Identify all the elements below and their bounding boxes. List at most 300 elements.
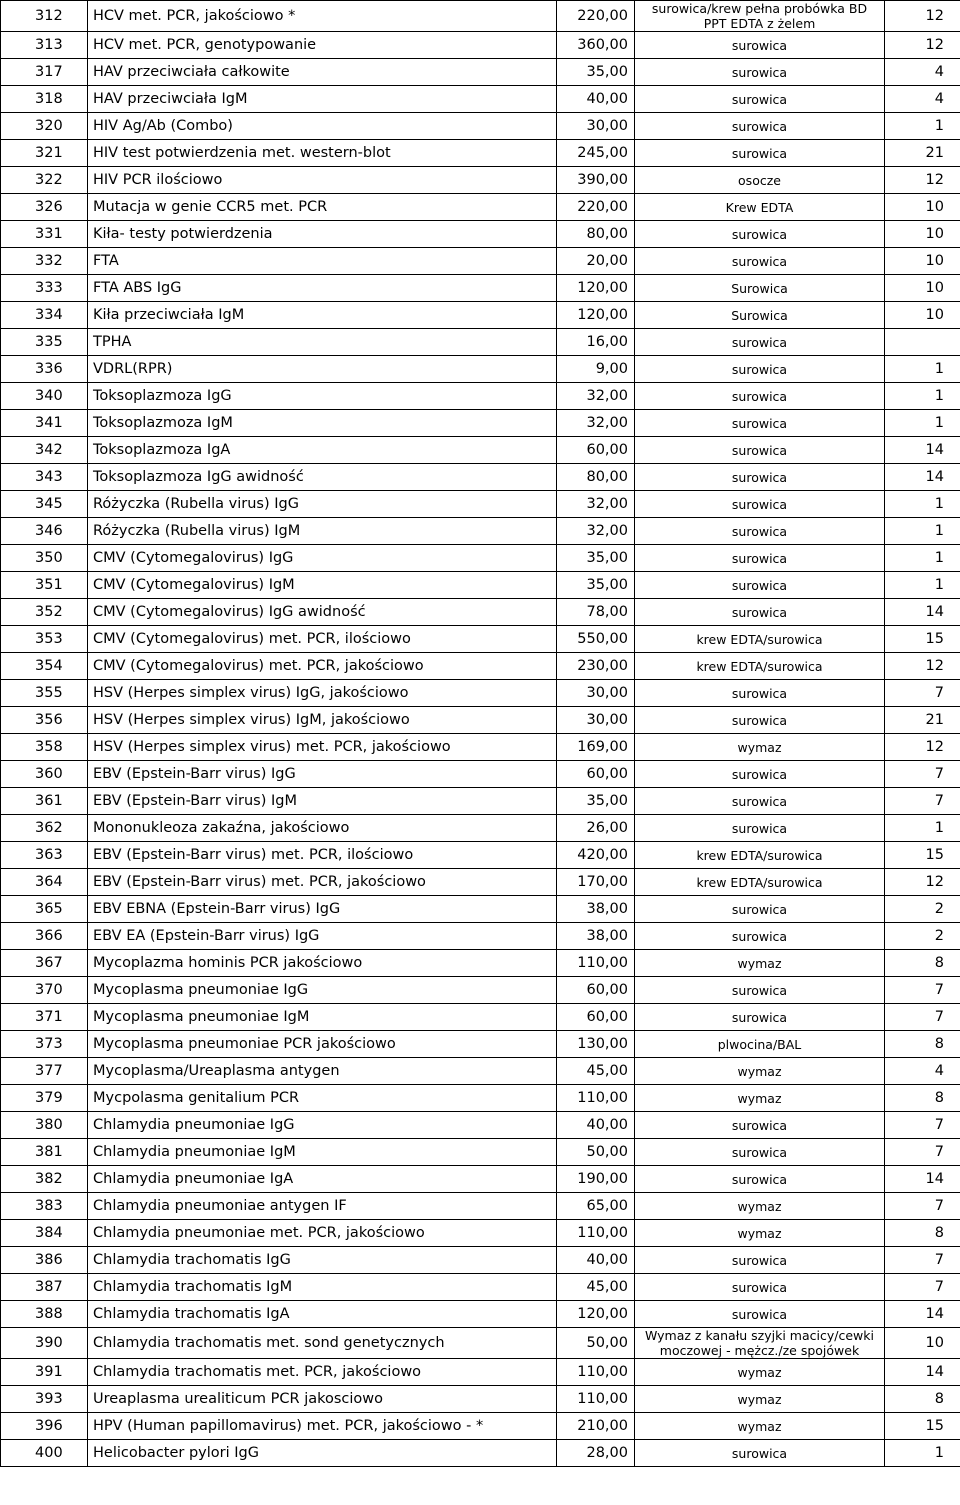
table-row — [1, 1247, 960, 1274]
price-cell: 65,00 — [557, 1193, 635, 1220]
table-row — [1, 923, 960, 950]
price-cell: 78,00 — [557, 599, 635, 626]
test-name-cell: Chlamydia trachomatis IgM — [88, 1274, 557, 1301]
test-name-cell: Różyczka (Rubella virus) IgM — [88, 518, 557, 545]
price-cell: 230,00 — [557, 653, 635, 680]
turnaround-days-cell: 12 — [885, 869, 960, 896]
material-cell: surowica — [635, 599, 885, 626]
test-name-cell: Chlamydia pneumoniae IgG — [88, 1112, 557, 1139]
test-code-cell: 366 — [1, 923, 88, 950]
price-cell: 9,00 — [557, 356, 635, 383]
table-row — [1, 1274, 960, 1301]
test-code-cell: 326 — [1, 194, 88, 221]
test-name-cell: FTA — [88, 248, 557, 275]
test-name-cell: Helicobacter pylori IgG — [88, 1440, 557, 1467]
price-cell: 210,00 — [557, 1413, 635, 1440]
material-cell: surowica — [635, 86, 885, 113]
turnaround-days-cell: 4 — [885, 86, 960, 113]
price-cell: 360,00 — [557, 32, 635, 59]
table-row — [1, 221, 960, 248]
turnaround-days-cell: 12 — [885, 1, 960, 32]
material-cell: surowica — [635, 1247, 885, 1274]
material-cell: surowica — [635, 1112, 885, 1139]
test-code-cell: 341 — [1, 410, 88, 437]
test-name-cell: CMV (Cytomegalovirus) met. PCR, ilościowo — [88, 626, 557, 653]
material-cell: surowica — [635, 977, 885, 1004]
test-name-cell: HAV przeciwciała całkowite — [88, 59, 557, 86]
table-row — [1, 977, 960, 1004]
test-code-cell: 387 — [1, 1274, 88, 1301]
turnaround-days-cell: 14 — [885, 437, 960, 464]
turnaround-days-cell: 14 — [885, 1359, 960, 1386]
price-cell: 38,00 — [557, 896, 635, 923]
test-code-cell: 367 — [1, 950, 88, 977]
test-code-cell: 371 — [1, 1004, 88, 1031]
test-code-cell: 393 — [1, 1386, 88, 1413]
test-code-cell: 335 — [1, 329, 88, 356]
turnaround-days-cell: 7 — [885, 1139, 960, 1166]
price-cell: 190,00 — [557, 1166, 635, 1193]
price-cell: 50,00 — [557, 1328, 635, 1359]
test-name-cell: Kiła przeciwciała IgM — [88, 302, 557, 329]
price-cell: 130,00 — [557, 1031, 635, 1058]
turnaround-days-cell: 7 — [885, 1112, 960, 1139]
table-row — [1, 518, 960, 545]
test-code-cell: 345 — [1, 491, 88, 518]
turnaround-days-cell: 14 — [885, 599, 960, 626]
test-code-cell: 379 — [1, 1085, 88, 1112]
test-name-cell: Toksoplazmoza IgA — [88, 437, 557, 464]
table-row — [1, 59, 960, 86]
price-cell: 390,00 — [557, 167, 635, 194]
table-row — [1, 1440, 960, 1467]
test-name-cell: Chlamydia trachomatis met. sond genetycznych — [88, 1328, 557, 1359]
table-row — [1, 491, 960, 518]
test-code-cell: 373 — [1, 1031, 88, 1058]
material-cell: surowica/krew pełna probówka BD PPT EDTA z żelem — [635, 1, 885, 32]
price-cell: 30,00 — [557, 113, 635, 140]
test-name-cell: HCV met. PCR, jakościowo * — [88, 1, 557, 32]
test-code-cell: 333 — [1, 275, 88, 302]
price-cell: 550,00 — [557, 626, 635, 653]
test-code-cell: 317 — [1, 59, 88, 86]
test-code-cell: 342 — [1, 437, 88, 464]
turnaround-days-cell: 21 — [885, 707, 960, 734]
turnaround-days-cell: 12 — [885, 167, 960, 194]
test-name-cell: Chlamydia trachomatis met. PCR, jakościowo — [88, 1359, 557, 1386]
test-name-cell: Mycoplasma/Ureaplasma antygen — [88, 1058, 557, 1085]
turnaround-days-cell: 8 — [885, 1220, 960, 1247]
table-row — [1, 734, 960, 761]
test-name-cell: HSV (Herpes simplex virus) IgM, jakościowo — [88, 707, 557, 734]
turnaround-days-cell: 1 — [885, 356, 960, 383]
turnaround-days-cell: 1 — [885, 545, 960, 572]
price-cell: 16,00 — [557, 329, 635, 356]
price-cell: 110,00 — [557, 1220, 635, 1247]
table-row — [1, 1112, 960, 1139]
turnaround-days-cell: 7 — [885, 1274, 960, 1301]
material-cell: krew EDTA/surowica — [635, 653, 885, 680]
test-code-cell: 355 — [1, 680, 88, 707]
test-name-cell: Chlamydia pneumoniae IgA — [88, 1166, 557, 1193]
table-row — [1, 599, 960, 626]
table-row — [1, 356, 960, 383]
material-cell: surowica — [635, 491, 885, 518]
table-row — [1, 86, 960, 113]
turnaround-days-cell: 1 — [885, 113, 960, 140]
turnaround-days-cell: 1 — [885, 410, 960, 437]
price-cell: 60,00 — [557, 1004, 635, 1031]
turnaround-days-cell: 1 — [885, 1440, 960, 1467]
turnaround-days-cell: 8 — [885, 1031, 960, 1058]
table-row — [1, 1166, 960, 1193]
test-name-cell: Mycoplazma hominis PCR jakościowo — [88, 950, 557, 977]
material-cell: osocze — [635, 167, 885, 194]
price-cell: 50,00 — [557, 1139, 635, 1166]
turnaround-days-cell: 2 — [885, 923, 960, 950]
material-cell: wymaz — [635, 1386, 885, 1413]
test-name-cell: EBV EA (Epstein-Barr virus) IgG — [88, 923, 557, 950]
material-cell: surowica — [635, 923, 885, 950]
test-code-cell: 383 — [1, 1193, 88, 1220]
material-cell: plwocina/BAL — [635, 1031, 885, 1058]
test-name-cell: Chlamydia trachomatis IgA — [88, 1301, 557, 1328]
material-cell: wymaz — [635, 734, 885, 761]
table-row — [1, 545, 960, 572]
price-cell: 120,00 — [557, 1301, 635, 1328]
turnaround-days-cell: 14 — [885, 1166, 960, 1193]
test-name-cell: HPV (Human papillomavirus) met. PCR, jakościowo - * — [88, 1413, 557, 1440]
test-name-cell: Mycpolasma genitalium PCR — [88, 1085, 557, 1112]
turnaround-days-cell — [885, 329, 960, 356]
test-name-cell: HCV met. PCR, genotypowanie — [88, 32, 557, 59]
material-cell: surowica — [635, 1004, 885, 1031]
price-cell: 32,00 — [557, 518, 635, 545]
material-cell: surowica — [635, 248, 885, 275]
test-code-cell: 352 — [1, 599, 88, 626]
test-name-cell: Toksoplazmoza IgG — [88, 383, 557, 410]
price-cell: 80,00 — [557, 464, 635, 491]
price-cell: 45,00 — [557, 1058, 635, 1085]
material-cell: surowica — [635, 1274, 885, 1301]
price-cell: 30,00 — [557, 680, 635, 707]
table-row — [1, 383, 960, 410]
table-row — [1, 1220, 960, 1247]
material-cell: surowica — [635, 1301, 885, 1328]
turnaround-days-cell: 1 — [885, 491, 960, 518]
test-code-cell: 322 — [1, 167, 88, 194]
test-code-cell: 350 — [1, 545, 88, 572]
test-name-cell: Mycoplasma pneumoniae IgG — [88, 977, 557, 1004]
price-cell: 35,00 — [557, 545, 635, 572]
table-row — [1, 761, 960, 788]
test-code-cell: 346 — [1, 518, 88, 545]
turnaround-days-cell: 12 — [885, 653, 960, 680]
turnaround-days-cell: 1 — [885, 518, 960, 545]
table-row — [1, 248, 960, 275]
price-cell: 110,00 — [557, 950, 635, 977]
price-cell: 45,00 — [557, 1274, 635, 1301]
material-cell: Surowica — [635, 302, 885, 329]
table-row — [1, 113, 960, 140]
test-code-cell: 365 — [1, 896, 88, 923]
test-code-cell: 343 — [1, 464, 88, 491]
test-name-cell: FTA ABS IgG — [88, 275, 557, 302]
price-list-body — [1, 1, 960, 1467]
price-cell: 60,00 — [557, 977, 635, 1004]
test-name-cell: HIV test potwierdzenia met. western-blot — [88, 140, 557, 167]
test-code-cell: 312 — [1, 1, 88, 32]
test-code-cell: 360 — [1, 761, 88, 788]
test-code-cell: 391 — [1, 1359, 88, 1386]
test-name-cell: Toksoplazmoza IgG awidność — [88, 464, 557, 491]
table-row — [1, 869, 960, 896]
test-name-cell: HSV (Herpes simplex virus) met. PCR, jakościowo — [88, 734, 557, 761]
test-name-cell: HAV przeciwciała IgM — [88, 86, 557, 113]
test-code-cell: 351 — [1, 572, 88, 599]
table-row — [1, 842, 960, 869]
table-row — [1, 32, 960, 59]
test-code-cell: 353 — [1, 626, 88, 653]
material-cell: surowica — [635, 572, 885, 599]
turnaround-days-cell: 10 — [885, 221, 960, 248]
material-cell: surowica — [635, 464, 885, 491]
price-cell: 40,00 — [557, 1247, 635, 1274]
material-cell: krew EDTA/surowica — [635, 869, 885, 896]
turnaround-days-cell: 8 — [885, 950, 960, 977]
turnaround-days-cell: 14 — [885, 464, 960, 491]
test-name-cell: EBV (Epstein-Barr virus) met. PCR, ilościowo — [88, 842, 557, 869]
table-row — [1, 626, 960, 653]
material-cell: krew EDTA/surowica — [635, 626, 885, 653]
test-code-cell: 321 — [1, 140, 88, 167]
table-row — [1, 788, 960, 815]
turnaround-days-cell: 1 — [885, 572, 960, 599]
turnaround-days-cell: 15 — [885, 1413, 960, 1440]
table-row — [1, 1359, 960, 1386]
test-name-cell: Mycoplasma pneumoniae PCR jakościowo — [88, 1031, 557, 1058]
test-name-cell: EBV (Epstein-Barr virus) IgM — [88, 788, 557, 815]
material-cell: surowica — [635, 140, 885, 167]
test-code-cell: 400 — [1, 1440, 88, 1467]
price-cell: 170,00 — [557, 869, 635, 896]
test-code-cell: 396 — [1, 1413, 88, 1440]
test-name-cell: Mutacja w genie CCR5 met. PCR — [88, 194, 557, 221]
turnaround-days-cell: 15 — [885, 626, 960, 653]
table-row — [1, 302, 960, 329]
material-cell: surowica — [635, 1440, 885, 1467]
turnaround-days-cell: 10 — [885, 1328, 960, 1359]
turnaround-days-cell: 2 — [885, 896, 960, 923]
table-row — [1, 707, 960, 734]
turnaround-days-cell: 7 — [885, 788, 960, 815]
turnaround-days-cell: 7 — [885, 761, 960, 788]
price-cell: 38,00 — [557, 923, 635, 950]
test-code-cell: 363 — [1, 842, 88, 869]
material-cell: surowica — [635, 896, 885, 923]
material-cell: surowica — [635, 707, 885, 734]
price-cell: 60,00 — [557, 437, 635, 464]
table-row — [1, 653, 960, 680]
test-name-cell: HIV Ag/Ab (Combo) — [88, 113, 557, 140]
price-cell: 60,00 — [557, 761, 635, 788]
price-cell: 169,00 — [557, 734, 635, 761]
price-cell: 32,00 — [557, 410, 635, 437]
test-code-cell: 332 — [1, 248, 88, 275]
material-cell: surowica — [635, 329, 885, 356]
material-cell: surowica — [635, 437, 885, 464]
turnaround-days-cell: 1 — [885, 383, 960, 410]
table-row — [1, 1386, 960, 1413]
turnaround-days-cell: 10 — [885, 194, 960, 221]
test-code-cell: 318 — [1, 86, 88, 113]
price-cell: 220,00 — [557, 1, 635, 32]
material-cell: surowica — [635, 356, 885, 383]
test-name-cell: Chlamydia pneumoniae antygen IF — [88, 1193, 557, 1220]
test-code-cell: 356 — [1, 707, 88, 734]
table-row — [1, 410, 960, 437]
turnaround-days-cell: 12 — [885, 734, 960, 761]
test-name-cell: CMV (Cytomegalovirus) met. PCR, jakościowo — [88, 653, 557, 680]
test-code-cell: 386 — [1, 1247, 88, 1274]
table-row — [1, 464, 960, 491]
test-name-cell: HSV (Herpes simplex virus) IgG, jakościowo — [88, 680, 557, 707]
material-cell: Krew EDTA — [635, 194, 885, 221]
material-cell: wymaz — [635, 1359, 885, 1386]
turnaround-days-cell: 10 — [885, 248, 960, 275]
turnaround-days-cell: 7 — [885, 1004, 960, 1031]
test-name-cell: Różyczka (Rubella virus) IgG — [88, 491, 557, 518]
turnaround-days-cell: 8 — [885, 1085, 960, 1112]
test-code-cell: 390 — [1, 1328, 88, 1359]
material-cell: surowica — [635, 221, 885, 248]
price-cell: 20,00 — [557, 248, 635, 275]
turnaround-days-cell: 7 — [885, 1247, 960, 1274]
table-row — [1, 950, 960, 977]
table-row — [1, 1193, 960, 1220]
table-row — [1, 815, 960, 842]
turnaround-days-cell: 1 — [885, 815, 960, 842]
price-cell: 110,00 — [557, 1085, 635, 1112]
test-code-cell: 354 — [1, 653, 88, 680]
test-code-cell: 380 — [1, 1112, 88, 1139]
turnaround-days-cell: 7 — [885, 680, 960, 707]
price-cell: 35,00 — [557, 572, 635, 599]
test-code-cell: 381 — [1, 1139, 88, 1166]
turnaround-days-cell: 10 — [885, 302, 960, 329]
test-code-cell: 377 — [1, 1058, 88, 1085]
turnaround-days-cell: 14 — [885, 1301, 960, 1328]
test-name-cell: EBV (Epstein-Barr virus) met. PCR, jakościowo — [88, 869, 557, 896]
turnaround-days-cell: 7 — [885, 1193, 960, 1220]
test-name-cell: Chlamydia pneumoniae met. PCR, jakościowo — [88, 1220, 557, 1247]
table-row — [1, 1004, 960, 1031]
test-name-cell: Chlamydia trachomatis IgG — [88, 1247, 557, 1274]
table-row — [1, 1328, 960, 1359]
turnaround-days-cell: 21 — [885, 140, 960, 167]
turnaround-days-cell: 4 — [885, 1058, 960, 1085]
material-cell: Wymaz z kanału szyjki macicy/cewki moczowej - mężcz./ze spojówek — [635, 1328, 885, 1359]
price-cell: 110,00 — [557, 1359, 635, 1386]
test-code-cell: 384 — [1, 1220, 88, 1247]
table-row — [1, 1, 960, 32]
test-code-cell: 388 — [1, 1301, 88, 1328]
test-code-cell: 313 — [1, 32, 88, 59]
test-code-cell: 320 — [1, 113, 88, 140]
test-name-cell: EBV (Epstein-Barr virus) IgG — [88, 761, 557, 788]
material-cell: surowica — [635, 518, 885, 545]
table-row — [1, 1058, 960, 1085]
test-name-cell: CMV (Cytomegalovirus) IgG — [88, 545, 557, 572]
test-code-cell: 336 — [1, 356, 88, 383]
price-cell: 420,00 — [557, 842, 635, 869]
table-row — [1, 680, 960, 707]
material-cell: surowica — [635, 410, 885, 437]
turnaround-days-cell: 7 — [885, 977, 960, 1004]
test-name-cell: TPHA — [88, 329, 557, 356]
table-row — [1, 140, 960, 167]
material-cell: wymaz — [635, 1085, 885, 1112]
material-cell: surowica — [635, 815, 885, 842]
test-code-cell: 364 — [1, 869, 88, 896]
test-code-cell: 382 — [1, 1166, 88, 1193]
price-cell: 245,00 — [557, 140, 635, 167]
turnaround-days-cell: 15 — [885, 842, 960, 869]
price-cell: 120,00 — [557, 275, 635, 302]
test-name-cell: Ureaplasma urealiticum PCR jakosciowo — [88, 1386, 557, 1413]
material-cell: surowica — [635, 383, 885, 410]
test-code-cell: 370 — [1, 977, 88, 1004]
turnaround-days-cell: 8 — [885, 1386, 960, 1413]
table-row — [1, 1031, 960, 1058]
test-name-cell: VDRL(RPR) — [88, 356, 557, 383]
price-cell: 220,00 — [557, 194, 635, 221]
test-name-cell: CMV (Cytomegalovirus) IgM — [88, 572, 557, 599]
material-cell: wymaz — [635, 950, 885, 977]
price-cell: 40,00 — [557, 1112, 635, 1139]
table-row — [1, 1413, 960, 1440]
material-cell: surowica — [635, 680, 885, 707]
material-cell: surowica — [635, 788, 885, 815]
turnaround-days-cell: 4 — [885, 59, 960, 86]
test-code-cell: 361 — [1, 788, 88, 815]
table-row — [1, 275, 960, 302]
test-code-cell: 358 — [1, 734, 88, 761]
turnaround-days-cell: 12 — [885, 32, 960, 59]
test-name-cell: Toksoplazmoza IgM — [88, 410, 557, 437]
material-cell: krew EDTA/surowica — [635, 842, 885, 869]
test-name-cell: Mycoplasma pneumoniae IgM — [88, 1004, 557, 1031]
material-cell: surowica — [635, 1139, 885, 1166]
material-cell: wymaz — [635, 1220, 885, 1247]
table-row — [1, 1139, 960, 1166]
test-name-cell: Chlamydia pneumoniae IgM — [88, 1139, 557, 1166]
material-cell: surowica — [635, 545, 885, 572]
price-cell: 28,00 — [557, 1440, 635, 1467]
material-cell: surowica — [635, 761, 885, 788]
table-row — [1, 896, 960, 923]
material-cell: Surowica — [635, 275, 885, 302]
material-cell: surowica — [635, 59, 885, 86]
test-name-cell: HIV PCR ilościowo — [88, 167, 557, 194]
test-code-cell: 334 — [1, 302, 88, 329]
price-cell: 80,00 — [557, 221, 635, 248]
table-row — [1, 572, 960, 599]
test-code-cell: 340 — [1, 383, 88, 410]
test-name-cell: EBV EBNA (Epstein-Barr virus) IgG — [88, 896, 557, 923]
price-cell: 110,00 — [557, 1386, 635, 1413]
material-cell: surowica — [635, 1166, 885, 1193]
